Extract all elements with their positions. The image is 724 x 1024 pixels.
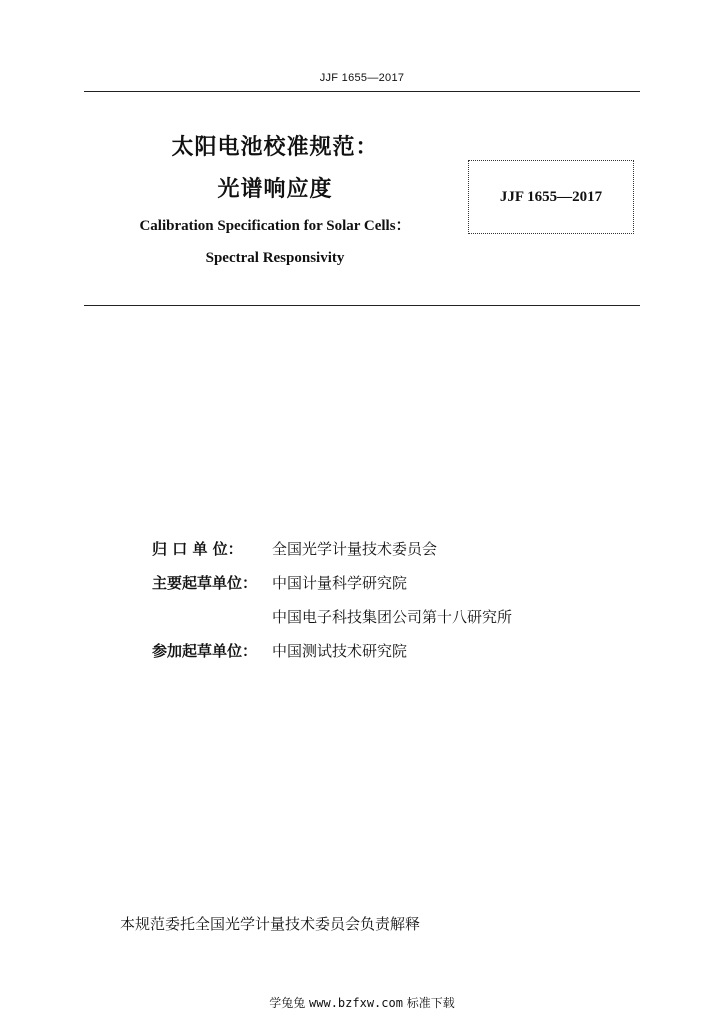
bottom-divider	[84, 305, 640, 306]
participating-unit-label: 参加起草单位：	[152, 642, 258, 660]
main-drafting-unit-value-2: 中国电子科技集团公司第十八研究所	[272, 608, 513, 626]
footer-download-text: 标准下载	[406, 996, 455, 1010]
top-divider	[84, 91, 640, 92]
title-chinese-line-2: 光谱响应度	[217, 177, 333, 202]
main-drafting-unit-label: 主要起草单位：	[152, 574, 258, 592]
responsible-unit-label: 归 口 单 位：	[152, 540, 243, 558]
header-standard-code: JJF 1655—2017	[319, 72, 405, 84]
footer-watermark	[0, 994, 724, 1011]
footer-site-name: 学兔兔	[269, 996, 306, 1010]
main-drafting-unit-value-1: 中国计量科学研究院	[272, 574, 408, 592]
responsible-unit-value: 全国光学计量技术委员会	[272, 540, 438, 558]
standard-code-box-text: JJF 1655—2017	[499, 188, 603, 205]
title-english-line-1: Calibration Specification for Solar Cells：	[139, 218, 411, 234]
participating-unit-row	[152, 640, 407, 661]
responsible-unit-row	[152, 538, 437, 559]
standard-code-box	[468, 160, 634, 234]
interpretation-statement: 本规范委托全国光学计量技术委员会负责解释	[120, 915, 421, 933]
title-english-line-2: Spectral Responsivity	[205, 250, 345, 266]
participating-unit-value: 中国测试技术研究院	[272, 642, 408, 660]
main-drafting-unit-row-2	[152, 606, 512, 627]
footer-url[interactable]: www.bzfxw.com	[309, 996, 403, 1010]
main-drafting-unit-row	[152, 572, 407, 593]
title-chinese-line-1: 太阳电池校准规范：	[171, 135, 379, 160]
